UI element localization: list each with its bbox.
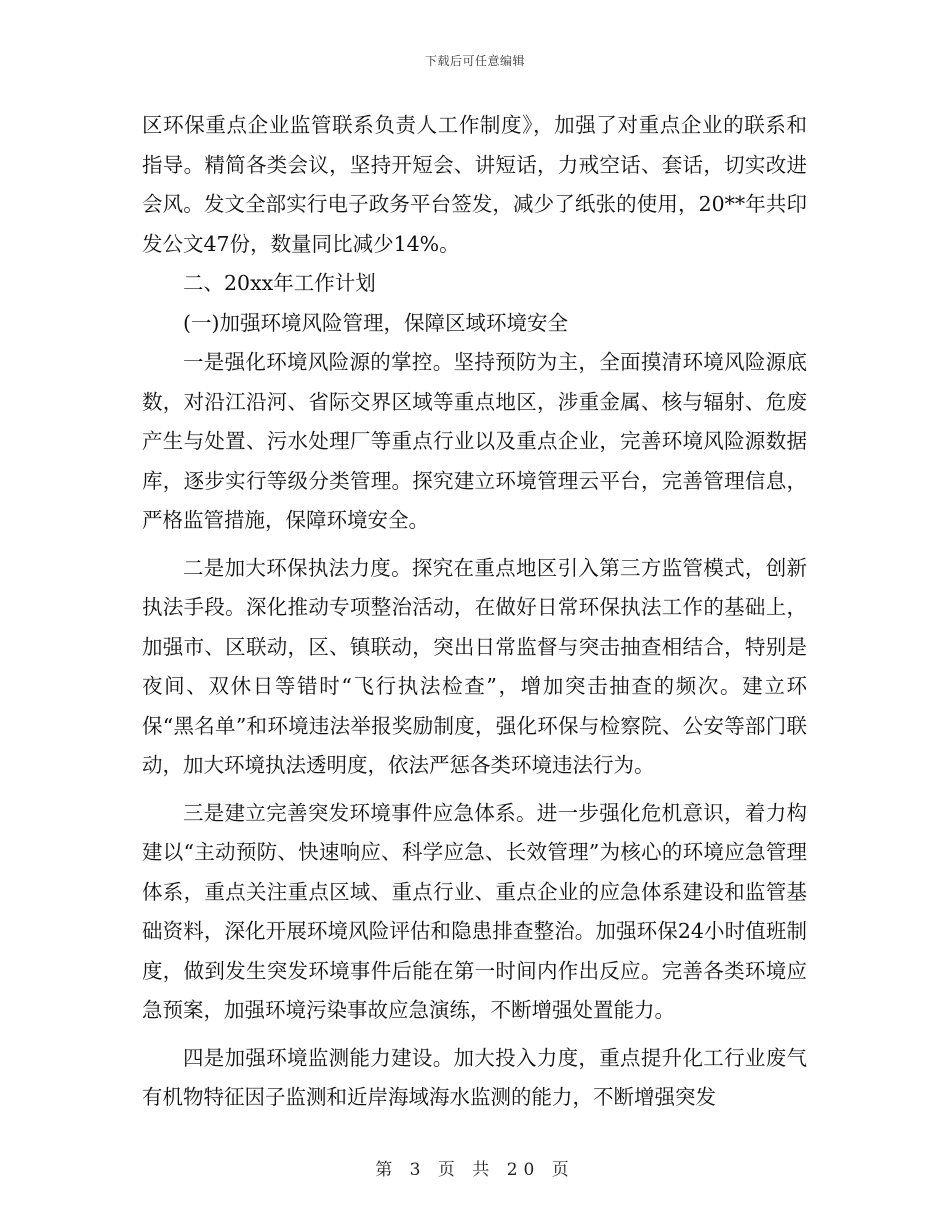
- page-footer: 第 3 页 共 20 页: [375, 1160, 575, 1180]
- paragraph-continued: 区环保重点企业监管联系负责人工作制度》，加强了对重点企业的联系和指导。精简各类会议，坚持开短会、讲短话，力戒空话、套话，切实改进会风。发文全部实行电子政务平台签发，减少了纸张的使用，20**年共印发公文47份，数量同比减少14%。: [142, 113, 807, 256]
- subsection-heading: (一)加强环境风险管理，保障区域环境安全: [183, 310, 568, 335]
- paragraph-monitoring: 四是加强环境监测能力建设。加大投入力度，重点提升化工行业废气有机物特征因子监测和近岸海域海水监测的能力，不断增强突发: [142, 1045, 807, 1109]
- page-header: 下载后可任意编辑: [424, 54, 525, 68]
- paragraph-enforcement: 二是加大环保执法力度。探究在重点地区引入第三方监管模式，创新执法手段。深化推动专项整治活动，在做好日常环保执法工作的基础上，加强市、区联动，区、镇联动，突出日常监督与突击抽查相结合，特别是夜间、双休日等错时“飞行执法检查”，增加突击抽查的频次。建立环保“黑名单”和环境违法举报奖励制度，强化环保与检察院、公安等部门联动，加大环境执法透明度，依法严惩各类环境违法行为。: [142, 555, 807, 777]
- document-body: [142, 106, 807, 1118]
- section-heading: 二、20xx年工作计划: [183, 271, 376, 295]
- paragraph-risk-source: 一是强化环境风险源的掌控。坚持预防为主，全面摸清环境风险源底数，对沿江沿河、省际交界区域等重点地区，涉重金属、核与辐射、危废产生与处置、污水处理厂等重点行业以及重点企业，完善环境风险源数据库，逐步实行等级分类管理。探究建立环境管理云平台，完善管理信息，严格监管措施，保障环境安全。: [142, 350, 807, 532]
- paragraph-emergency-system: 三是建立完善突发环境事件应急体系。进一步强化危机意识，着力构建以“主动预防、快速响应、科学应急、长效管理”为核心的环境应急管理体系，重点关注重点区域、重点行业、重点企业的应急体系建设和监管基础资料，深化开展环境风险评估和隐患排查整治。加强环保24小时值班制度，做到发生突发环境事件后能在第一时间内作出反应。完善各类环境应急预案，加强环境污染事故应急演练，不断增强处置能力。: [142, 800, 807, 1022]
